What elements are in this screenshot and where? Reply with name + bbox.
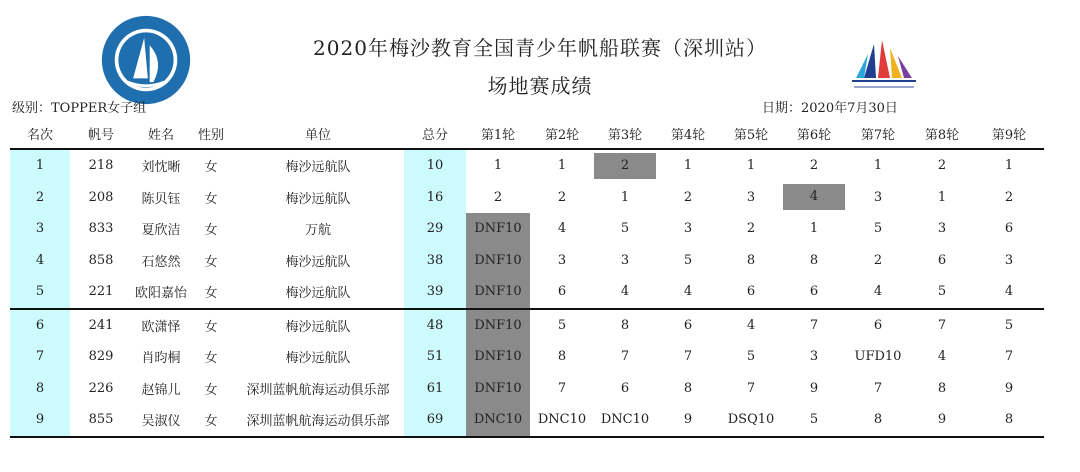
race-1-cell: DNF10 xyxy=(466,276,530,309)
class-label: 级别：TOPPER女子组 xyxy=(12,101,147,116)
race-7-cell: 1 xyxy=(846,149,910,182)
table-row xyxy=(10,149,1044,182)
rank-cell: 7 xyxy=(10,341,70,373)
sailor-name-cell: 夏欣洁 xyxy=(141,223,181,239)
race-1-cell: DNF10 xyxy=(466,213,530,245)
gender-cell: 女 xyxy=(190,404,232,437)
column-header: 第6轮 xyxy=(796,127,832,143)
column-header: 第2轮 xyxy=(544,127,580,143)
race-8-cell: 7 xyxy=(910,309,974,342)
race-7-cell: 5 xyxy=(873,221,883,237)
total-cell: 48 xyxy=(404,309,466,342)
race-9-cell: 6 xyxy=(1004,221,1014,237)
race-5-cell: 8 xyxy=(746,252,756,268)
sailor-name-cell: 赵锦儿 xyxy=(141,382,181,398)
sail-number-cell: 241 xyxy=(70,309,132,342)
race-6-cell: 7 xyxy=(782,309,846,342)
total-cell: 69 xyxy=(404,404,466,437)
column-header: 性别 xyxy=(197,127,224,143)
total-cell: 61 xyxy=(404,373,466,405)
race-3-cell: 4 xyxy=(620,284,630,300)
race-3-cell xyxy=(594,149,656,182)
sail-number-cell: 208 xyxy=(88,189,114,205)
sail-number-cell: 218 xyxy=(70,149,132,182)
team-cell: 梅沙远航队 xyxy=(285,286,351,302)
race-6-cell xyxy=(782,182,846,214)
race-3-cell: 8 xyxy=(594,309,656,342)
sailor-name-cell: 吴淑仪 xyxy=(132,404,190,437)
race-8-cell: 5 xyxy=(937,284,947,300)
gender-cell: 女 xyxy=(204,254,218,270)
race-2-cell: DNC10 xyxy=(530,404,594,437)
total-cell: 51 xyxy=(404,341,466,373)
race-9-cell: 7 xyxy=(1004,349,1014,365)
sailor-name-cell: 陈贝钰 xyxy=(141,191,181,207)
race-9-cell: 8 xyxy=(974,404,1044,437)
race-4-cell: 6 xyxy=(656,309,720,342)
race-7-cell: UFD10 xyxy=(854,349,902,365)
page-title: 2020年梅沙教育全国青少年帆船联赛（深圳站） xyxy=(313,36,767,60)
team-cell: 深圳蓝帆航海运动俱乐部 xyxy=(246,382,390,398)
race-2-cell: 3 xyxy=(557,252,567,268)
race-6-cell: 2 xyxy=(782,149,846,182)
sail-number-cell: 855 xyxy=(70,404,132,437)
column-header: 总分 xyxy=(421,127,448,143)
race-9-cell: 5 xyxy=(974,309,1044,342)
rank-cell: 1 xyxy=(10,149,70,182)
race-4-cell: 9 xyxy=(656,404,720,437)
race-6-cell: 3 xyxy=(809,349,819,365)
race-3-cell: 1 xyxy=(620,189,630,205)
team-cell: 梅沙远航队 xyxy=(285,191,351,207)
table-row xyxy=(10,213,1044,245)
race-3-cell: 3 xyxy=(620,252,630,268)
race-9-cell: 2 xyxy=(1004,189,1014,205)
race-9-cell: 4 xyxy=(1004,284,1014,300)
race-8-cell: 2 xyxy=(910,149,974,182)
race-1-cell: DNF10 xyxy=(466,373,530,405)
column-header: 第8轮 xyxy=(924,127,960,143)
race-1-cell: DNF10 xyxy=(466,341,530,373)
race-3-cell: 6 xyxy=(620,380,630,396)
column-header: 单位 xyxy=(304,127,331,143)
rank-cell: 8 xyxy=(10,373,70,405)
race-8-cell: 8 xyxy=(937,380,947,396)
race-4-cell: 8 xyxy=(683,380,693,396)
race-5-cell: 2 xyxy=(746,221,756,237)
discarded-score: 2 xyxy=(594,153,656,179)
team-cell: 梅沙远航队 xyxy=(232,149,404,182)
sailor-name-cell: 石悠然 xyxy=(141,254,181,270)
column-header: 第3轮 xyxy=(607,127,643,143)
race-7-cell: 4 xyxy=(873,284,883,300)
race-7-cell: 7 xyxy=(873,380,883,396)
team-cell: 梅沙远航队 xyxy=(285,351,351,367)
team-cell: 梅沙远航队 xyxy=(232,309,404,342)
race-2-cell: 4 xyxy=(557,221,567,237)
total-cell: 16 xyxy=(404,182,466,214)
date-label: 日期：2020年7月30日 xyxy=(762,101,898,116)
race-5-cell: 6 xyxy=(746,284,756,300)
gender-cell: 女 xyxy=(204,351,218,367)
team-cell: 梅沙远航队 xyxy=(285,254,351,270)
race-7-cell: 3 xyxy=(873,189,883,205)
total-cell: 39 xyxy=(404,276,466,309)
total-cell: 10 xyxy=(404,149,466,182)
race-7-cell: 6 xyxy=(846,309,910,342)
race-4-cell: 3 xyxy=(683,221,693,237)
table-row xyxy=(10,309,1044,342)
race-3-cell: DNC10 xyxy=(594,404,656,437)
race-9-cell: 1 xyxy=(974,149,1044,182)
race-8-cell: 4 xyxy=(937,349,947,365)
race-9-cell: 3 xyxy=(1004,252,1014,268)
table-row xyxy=(10,373,1044,405)
sailor-name-cell: 欧阳嘉怡 xyxy=(134,286,187,302)
race-8-cell: 3 xyxy=(937,221,947,237)
total-cell: 38 xyxy=(404,245,466,277)
gender-cell: 女 xyxy=(204,382,218,398)
race-5-cell: 5 xyxy=(746,349,756,365)
sailor-name-cell: 刘忱晰 xyxy=(132,149,190,182)
sail-number-cell: 858 xyxy=(88,252,114,268)
rank-cell: 6 xyxy=(10,309,70,342)
gender-cell: 女 xyxy=(204,223,218,239)
page-subtitle: 场地赛成绩 xyxy=(487,74,593,98)
race-1-cell: 2 xyxy=(493,189,503,205)
race-5-cell: 3 xyxy=(746,189,756,205)
race-8-cell: 9 xyxy=(910,404,974,437)
sail-number-cell: 829 xyxy=(88,349,114,365)
column-header: 第9轮 xyxy=(991,127,1027,143)
race-7-cell: 8 xyxy=(846,404,910,437)
table-header-row xyxy=(10,118,1044,149)
race-5-cell: DSQ10 xyxy=(720,404,782,437)
race-5-cell: 4 xyxy=(720,309,782,342)
column-header: 帆号 xyxy=(87,127,114,143)
column-header: 姓名 xyxy=(147,127,174,143)
column-header: 名次 xyxy=(26,127,53,143)
gender-cell: 女 xyxy=(190,149,232,182)
sail-number-cell: 226 xyxy=(88,380,114,396)
team-cell: 万航 xyxy=(304,223,331,239)
team-cell: 深圳蓝帆航海运动俱乐部 xyxy=(232,404,404,437)
race-4-cell: 5 xyxy=(683,252,693,268)
table-row xyxy=(10,276,1044,309)
race-4-cell: 1 xyxy=(656,149,720,182)
race-7-cell: 2 xyxy=(873,252,883,268)
race-1-cell: 1 xyxy=(466,149,530,182)
race-4-cell: 2 xyxy=(683,189,693,205)
race-6-cell: 1 xyxy=(809,221,819,237)
race-3-cell: 7 xyxy=(620,349,630,365)
race-8-cell: 6 xyxy=(937,252,947,268)
sail-number-cell: 221 xyxy=(88,284,114,300)
race-2-cell: 7 xyxy=(557,380,567,396)
race-2-cell: 6 xyxy=(557,284,567,300)
race-3-cell: 5 xyxy=(620,221,630,237)
race-6-cell: 5 xyxy=(782,404,846,437)
sail-number-cell: 833 xyxy=(88,221,114,237)
gender-cell: 女 xyxy=(204,191,218,207)
gender-cell: 女 xyxy=(204,286,218,302)
table-row xyxy=(10,341,1044,373)
race-8-cell: 1 xyxy=(937,189,947,205)
column-header: 第4轮 xyxy=(670,127,706,143)
table-row xyxy=(10,182,1044,214)
rank-cell: 5 xyxy=(10,276,70,309)
sailor-name-cell: 肖昀桐 xyxy=(141,351,181,367)
race-1-cell: DNC10 xyxy=(466,404,530,437)
race-2-cell: 2 xyxy=(557,189,567,205)
rank-cell: 2 xyxy=(10,182,70,214)
column-header: 第1轮 xyxy=(480,127,516,143)
race-5-cell: 1 xyxy=(720,149,782,182)
results-table xyxy=(10,118,1044,438)
discarded-score: 4 xyxy=(783,184,845,210)
rank-cell: 3 xyxy=(10,213,70,245)
column-header: 第7轮 xyxy=(860,127,896,143)
race-6-cell: 6 xyxy=(809,284,819,300)
race-2-cell: 1 xyxy=(530,149,594,182)
race-6-cell: 8 xyxy=(809,252,819,268)
table-row xyxy=(10,404,1044,437)
race-4-cell: 4 xyxy=(683,284,693,300)
gender-cell: 女 xyxy=(190,309,232,342)
race-6-cell: 9 xyxy=(809,380,819,396)
race-5-cell: 7 xyxy=(746,380,756,396)
sailor-name-cell: 欧潇怿 xyxy=(132,309,190,342)
race-2-cell: 5 xyxy=(530,309,594,342)
rank-cell: 4 xyxy=(10,245,70,277)
rank-cell: 9 xyxy=(10,404,70,437)
column-header: 第5轮 xyxy=(733,127,769,143)
race-9-cell: 9 xyxy=(1004,380,1014,396)
race-2-cell: 8 xyxy=(557,349,567,365)
total-cell: 29 xyxy=(404,213,466,245)
race-4-cell: 7 xyxy=(683,349,693,365)
table-row xyxy=(10,245,1044,277)
race-1-cell: DNF10 xyxy=(466,309,530,342)
race-1-cell: DNF10 xyxy=(466,245,530,277)
